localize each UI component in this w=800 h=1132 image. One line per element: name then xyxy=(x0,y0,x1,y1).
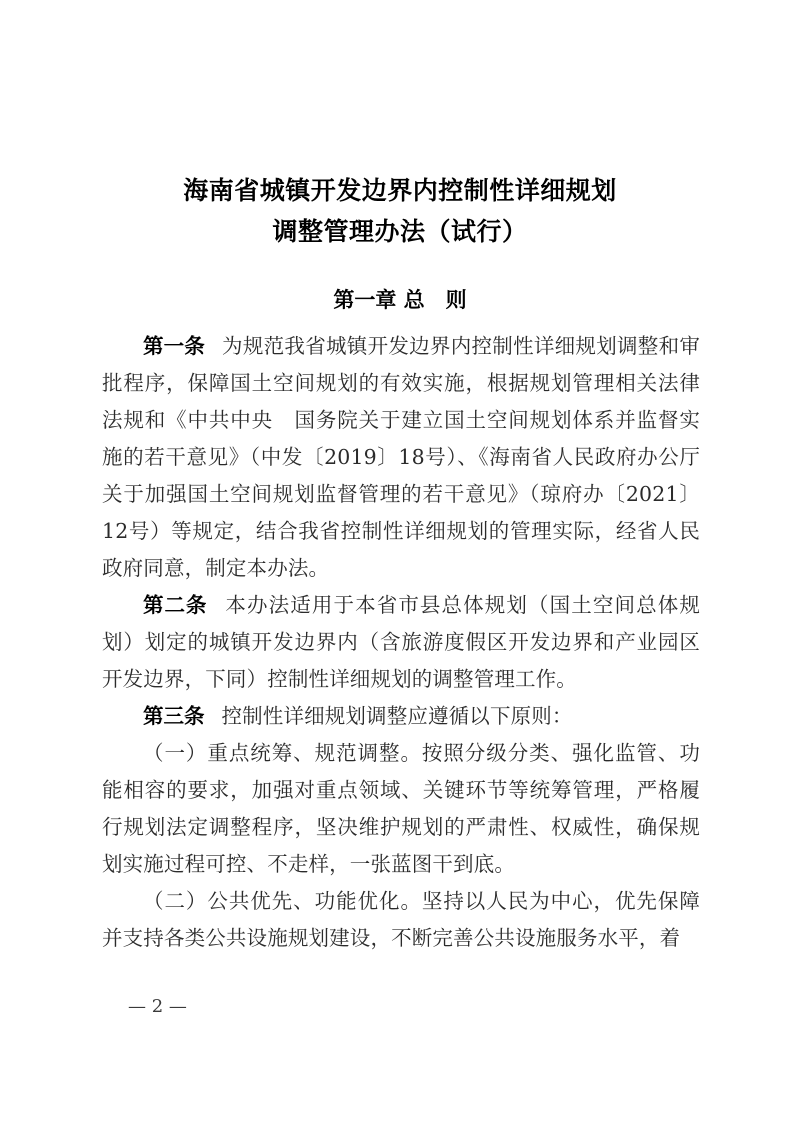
principle-paragraph-2: （二）公共优先、功能优化。坚持以人民为中心，优先保障并支持各类公共设施规划建设，不断完善公共设施服务水平，着 xyxy=(102,889,700,950)
document-title-line-1: 海南省城镇开发边界内控制性详细规划 xyxy=(183,176,617,205)
article-text-2: 本办法适用于本省市县总体规划（国土空间总体规划）划定的城镇开发边界内（含旅游度假区开发边界和产业园区开发边界，下同）控制性详细规划的调整管理工作。 xyxy=(102,593,700,691)
article-paragraph-3 xyxy=(102,698,700,735)
article-label-1: 第一条 xyxy=(143,334,205,358)
article-paragraph-2 xyxy=(102,587,700,698)
document-body xyxy=(102,328,700,957)
chapter-heading: 第一章 总 则 xyxy=(333,288,467,312)
document-title-line-2: 调整管理办法（试行） xyxy=(272,217,528,246)
article-paragraph-1 xyxy=(102,328,700,587)
article-text-3: 控制性详细规划调整应遵循以下原则： xyxy=(221,704,573,728)
principle-paragraph-1: （一）重点统筹、规范调整。按照分级分类、强化监管、功能相容的要求，加强对重点领域、关键环节等统筹管理，严格履行规划法定调整程序，坚决维护规划的严肃性、权威性，确保规划实施过程可控、不走样，一张蓝图干到底。 xyxy=(102,741,700,876)
article-label-2: 第二条 xyxy=(143,593,208,617)
article-label-3: 第三条 xyxy=(143,704,205,728)
page-number-footer: — 2 — xyxy=(128,996,187,1017)
document-title xyxy=(100,170,700,252)
article-text-1: 为规范我省城镇开发边界内控制性详细规划调整和审批程序，保障国土空间规划的有效实施，根据规划管理相关法律法规和《中共中央 国务院关于建立国土空间规划体系并监督实施的若干意见》（中发〔2019〕18号）、《海南省人民政府办公厅关于加强国土空间规划监督管理的若干意见》（琼府办〔2021〕12号）等规定，结合我省控制性详细规划的管理实际，经省人民政府同意，制定本办法。 xyxy=(102,334,701,580)
